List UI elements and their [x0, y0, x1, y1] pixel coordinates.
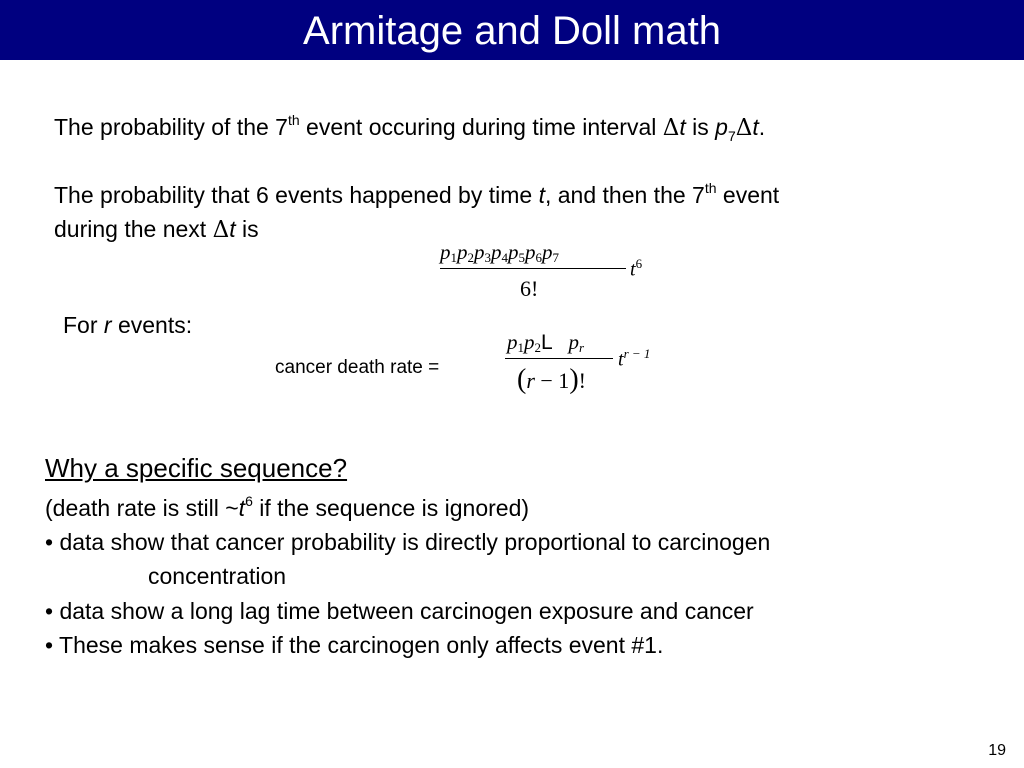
paragraph-seventh-event [54, 110, 765, 147]
equation-r-events [505, 330, 665, 400]
t-var: t [752, 114, 759, 140]
eq2-denominator: (r − 1)! [517, 364, 586, 395]
eq2-t-power: $t^{r - 1}$ [618, 346, 651, 371]
cancer-death-rate-label: cancer death rate = [275, 357, 440, 378]
p2-text: The probability that 6 events happened by time [54, 182, 539, 208]
delta-symbol: Δ [662, 115, 680, 141]
for-r-events: For r events: [63, 312, 193, 338]
equation-seven-events [440, 240, 660, 302]
p2-text: during the next [54, 216, 213, 242]
t-var: t [679, 114, 686, 140]
p-var: p [715, 114, 728, 140]
t-var: t [538, 182, 545, 208]
t-var: t [229, 216, 236, 242]
paragraph-six-events-line2 [54, 212, 259, 247]
bullet-proportional-cont: concentration [148, 563, 287, 589]
eq2-numerator: $p_1p_2L$ $p_r$ [507, 330, 584, 355]
p1-text: The probability of the 7 [54, 114, 288, 140]
eq1-denominator: 6! [520, 276, 539, 301]
p2-text: , and then the 7 [544, 182, 705, 208]
paragraph-six-events [54, 178, 779, 215]
p2-text: event [716, 182, 780, 208]
eq1-numerator: $p_1p_2p_3p_4p_5p_6p_7$ [440, 240, 559, 265]
section-heading: Why a specific sequence? [45, 453, 348, 483]
p2-text: is [235, 216, 259, 242]
p1-text-b: event occuring during time interval [299, 114, 663, 140]
bullet-proportional: • data show that cancer probability is directly proportional to carcinogen [45, 529, 771, 555]
p-sub: 7 [727, 128, 736, 144]
p2-sup: th [704, 180, 717, 196]
slide-title: Armitage and Doll math [0, 0, 1024, 60]
eq1-t-power: $t^6$ [630, 256, 643, 281]
sequence-note: (death rate is still $\sim t^6$ if the sequence is ignored) [45, 493, 530, 521]
p1-is: is [685, 114, 716, 140]
page-number: 19 [988, 742, 1006, 759]
delta-symbol: Δ [212, 217, 230, 243]
period: . [758, 114, 766, 140]
eq1-fraction-bar [440, 268, 626, 269]
delta-symbol: Δ [735, 115, 753, 141]
p1-sup: th [287, 112, 300, 128]
bullet-lag-time: • data show a long lag time between carcinogen exposure and cancer [45, 598, 754, 624]
bullet-event-one: • These makes sense if the carcinogen only affects event #1. [45, 632, 664, 658]
eq2-fraction-bar [505, 358, 613, 359]
